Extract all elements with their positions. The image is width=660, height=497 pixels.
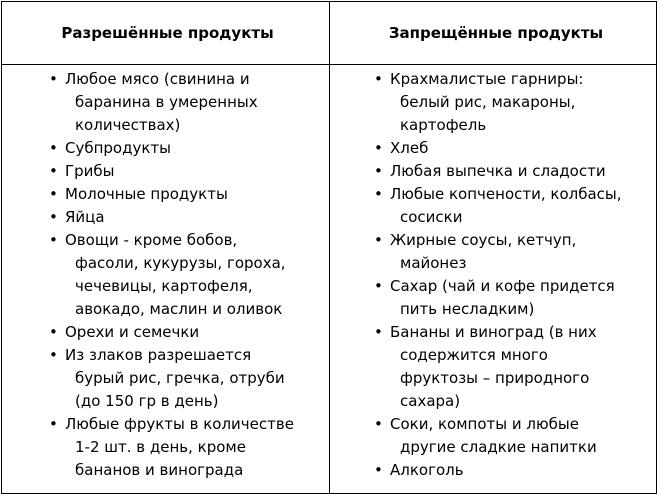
forbidden-list xyxy=(330,68,656,482)
list-item xyxy=(2,413,329,482)
list-item xyxy=(2,229,329,321)
header-allowed: Разрешённые продукты xyxy=(2,2,330,65)
bullet-icon: • xyxy=(374,323,383,341)
list-item xyxy=(330,137,656,160)
list-item-line: пить несладким) xyxy=(400,300,535,318)
bullet-icon: • xyxy=(49,162,58,180)
list-item-line: чечевицы, картофеля, xyxy=(75,277,253,295)
bullet-icon: • xyxy=(49,70,58,88)
bullet-icon: • xyxy=(49,185,58,203)
list-item-line: белый рис, макароны, xyxy=(400,93,576,111)
list-item-line: майонез xyxy=(400,254,467,272)
bullet-icon: • xyxy=(49,346,58,364)
list-item-line: Хлеб xyxy=(390,139,429,157)
bullet-icon: • xyxy=(374,231,383,249)
products-table xyxy=(1,1,657,494)
list-item-line: фруктозы – природного xyxy=(400,369,590,387)
list-item-line: Любая выпечка и сладости xyxy=(390,162,606,180)
bullet-icon: • xyxy=(374,415,383,433)
list-item xyxy=(2,321,329,344)
list-item-line: 1-2 шт. в день, кроме xyxy=(75,438,246,456)
list-item-line: Бананы и виноград (в них xyxy=(390,323,597,341)
bullet-icon: • xyxy=(374,139,383,157)
list-item xyxy=(330,321,656,413)
list-item-line: количествах) xyxy=(75,116,181,134)
list-item xyxy=(330,183,656,229)
list-item xyxy=(330,229,656,275)
list-item-line: картофель xyxy=(400,116,487,134)
list-item xyxy=(330,68,656,137)
list-item-line: другие сладкие напитки xyxy=(400,438,597,456)
list-item-line: Молочные продукты xyxy=(65,185,228,203)
bullet-icon: • xyxy=(374,185,383,203)
list-item xyxy=(2,160,329,183)
list-item-line: Яйца xyxy=(65,208,105,226)
list-item-line: баранина в умеренных xyxy=(75,93,258,111)
list-item xyxy=(330,275,656,321)
list-item-line: сахара) xyxy=(400,392,461,410)
list-item-line: Орехи и семечки xyxy=(65,323,200,341)
allowed-cell xyxy=(2,65,330,493)
list-item xyxy=(2,183,329,206)
list-item xyxy=(330,459,656,482)
list-item xyxy=(2,68,329,137)
list-item-line: авокадо, маслин и оливок xyxy=(75,300,283,318)
list-item xyxy=(330,413,656,459)
list-item-line: Овощи - кроме бобов, xyxy=(65,231,238,249)
bullet-icon: • xyxy=(49,415,58,433)
list-item-line: Алкоголь xyxy=(390,461,464,479)
list-item xyxy=(2,206,329,229)
list-item-line: фасоли, кукурузы, гороха, xyxy=(75,254,286,272)
list-item-line: сосиски xyxy=(400,208,463,226)
allowed-list xyxy=(2,68,329,482)
bullet-icon: • xyxy=(374,162,383,180)
bullet-icon: • xyxy=(374,461,383,479)
list-item-line: Грибы xyxy=(65,162,115,180)
bullet-icon: • xyxy=(374,70,383,88)
list-item-line: Из злаков разрешается xyxy=(65,346,252,364)
list-item-line: (до 150 гр в день) xyxy=(75,392,219,410)
list-item-line: бананов и винограда xyxy=(75,461,244,479)
list-item-line: Любое мясо (свинина и xyxy=(65,70,250,88)
list-item xyxy=(330,160,656,183)
list-item-line: Субпродукты xyxy=(65,139,171,157)
list-item-line: содержится много xyxy=(400,346,548,364)
bullet-icon: • xyxy=(49,323,58,341)
header-forbidden: Запрещённые продукты xyxy=(330,2,656,65)
list-item-line: Соки, компоты и любые xyxy=(390,415,579,433)
list-item-line: Крахмалистые гарниры: xyxy=(390,70,584,88)
list-item-line: Жирные соусы, кетчуп, xyxy=(390,231,577,249)
list-item-line: бурый рис, гречка, отруби xyxy=(75,369,285,387)
list-item-line: Любые фрукты в количестве xyxy=(65,415,294,433)
list-item-line: Сахар (чай и кофе придется xyxy=(390,277,615,295)
bullet-icon: • xyxy=(374,277,383,295)
list-item xyxy=(2,344,329,413)
bullet-icon: • xyxy=(49,139,58,157)
forbidden-cell xyxy=(330,65,656,493)
list-item xyxy=(2,137,329,160)
bullet-icon: • xyxy=(49,208,58,226)
bullet-icon: • xyxy=(49,231,58,249)
list-item-line: Любые копчености, колбасы, xyxy=(390,185,622,203)
